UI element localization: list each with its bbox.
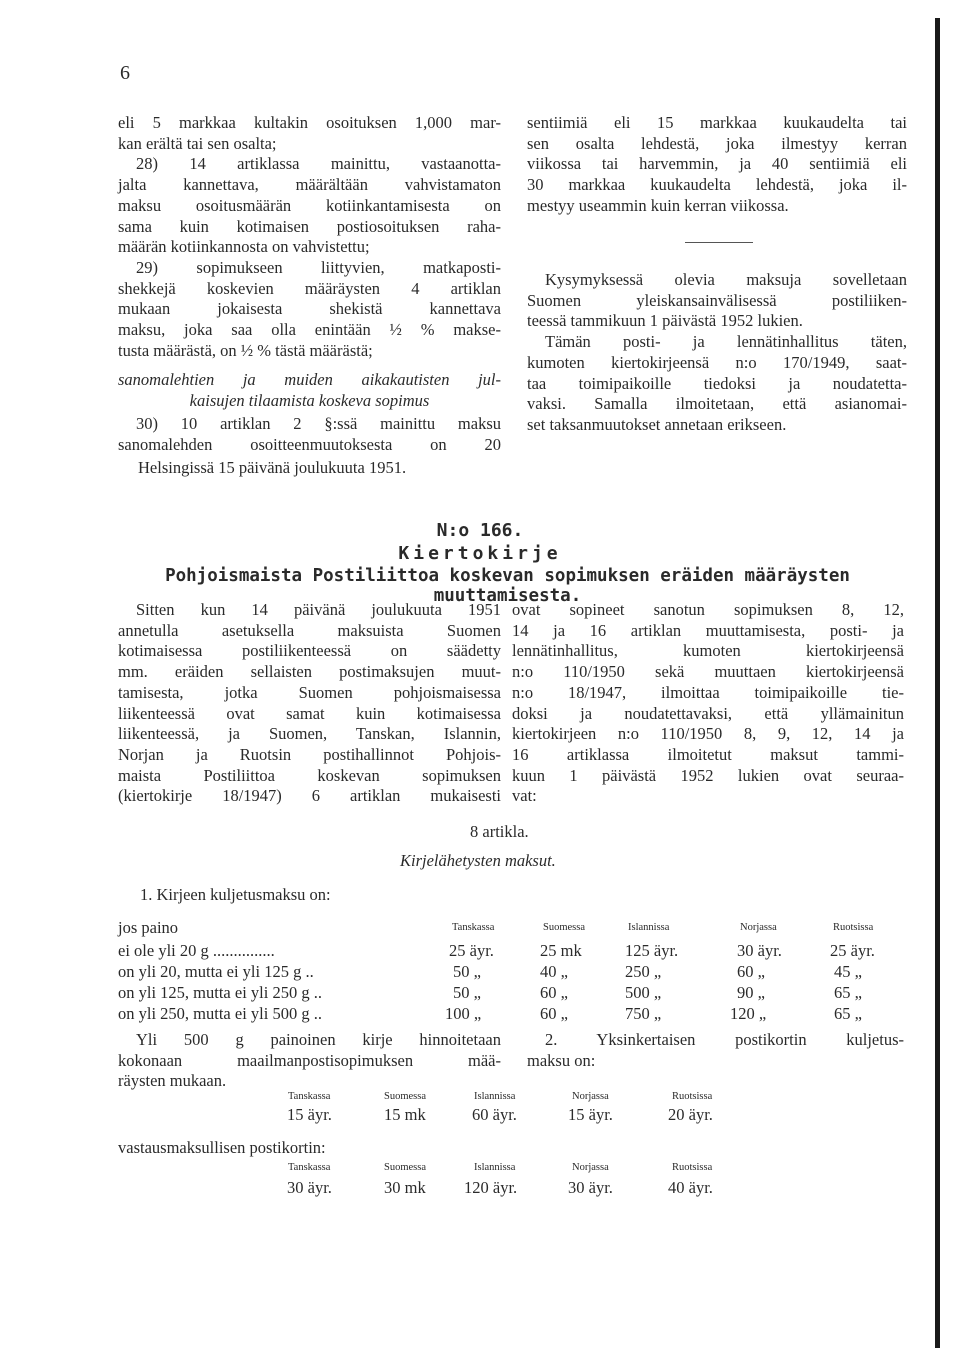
country-header: Norjassa bbox=[572, 1091, 609, 1102]
table-cell: 90 „ bbox=[737, 983, 765, 1002]
table-cell: 15 äyr. bbox=[287, 1105, 332, 1124]
text-line: (kiertokirje 18/1947) 6 artiklan mukaisesti bbox=[118, 786, 501, 806]
page-number: 6 bbox=[120, 62, 130, 84]
country-header: Suomessa bbox=[384, 1162, 426, 1173]
country-header: Norjassa bbox=[572, 1162, 609, 1173]
table-cell: 15 mk bbox=[384, 1105, 426, 1124]
article-number: 8 artikla. bbox=[470, 822, 529, 841]
text-line: Yli 500 g painoinen kirje hinnoitetaan bbox=[136, 1030, 501, 1049]
table-cell: 30 äyr. bbox=[568, 1178, 613, 1197]
text-line: mm. eräiden sellaisten postimaksujen muut- bbox=[118, 662, 501, 682]
country-header: Suomessa bbox=[543, 922, 585, 933]
text-line: 2. Yksinkertaisen postikortin kuljetus- bbox=[545, 1030, 904, 1049]
text-line: maksu osoitusmäärän kotiinkantamisesta on bbox=[118, 195, 501, 215]
section-divider bbox=[685, 242, 753, 243]
text-line: n:o 18/1947, ilmoittaa toimipaikoille tie- bbox=[512, 682, 904, 702]
top-right-column bbox=[527, 113, 907, 217]
country-header: Ruotsissa bbox=[672, 1162, 713, 1173]
text-line: ovat sopineet sanotun sopimuksen 8, 12, bbox=[512, 600, 904, 619]
text-line: Kysymyksessä olevia maksuja sovelletaan bbox=[545, 270, 907, 289]
text-line: set taksanmuutokset annetaan erikseen. bbox=[527, 414, 787, 434]
table-cell: 60 „ bbox=[737, 962, 765, 981]
text-line: sanomalehden osoitteenmuutoksesta on 20 bbox=[118, 434, 501, 454]
table-row-label: ei ole yli 20 g ............... bbox=[118, 941, 275, 960]
text-line: sentiimiä eli 15 markkaa kuukaudelta tai bbox=[527, 113, 907, 132]
text-line: jalta kannettava, määrältään vahvistamaton bbox=[118, 175, 501, 195]
text-line: tusta määrästä, on ½ % tästä määrästä; bbox=[118, 340, 373, 360]
table-cell: 25 äyr. bbox=[830, 941, 875, 960]
reply-postcard-label: vastausmaksullisen postikortin: bbox=[118, 1138, 326, 1157]
table-cell: 50 „ bbox=[453, 962, 481, 981]
text-line: 14 ja 16 artiklan muuttamisesta, posti- ja bbox=[512, 620, 904, 640]
text-line: vat: bbox=[512, 786, 537, 806]
table-cell: 50 „ bbox=[453, 983, 481, 1002]
article-title: Kirjelähetysten maksut. bbox=[400, 851, 556, 870]
table-cell: 60 „ bbox=[540, 1004, 568, 1023]
text-line: lennätinhallitus, kumoten kiertokirjeensä bbox=[512, 641, 904, 661]
country-header: Suomessa bbox=[384, 1091, 426, 1102]
country-header: Norjassa bbox=[740, 922, 777, 933]
postcard-label bbox=[527, 1030, 904, 1071]
text-line: maksu on: bbox=[527, 1050, 596, 1070]
mid-left-column bbox=[118, 600, 501, 807]
text-line: Sitten kun 14 päivänä joulukuuta 1951 bbox=[136, 600, 501, 619]
table-cell: 250 „ bbox=[625, 962, 662, 981]
text-line: sanomalehtien ja muiden aikakautisten jul- bbox=[118, 370, 501, 389]
text-line: sen osalta lehdestä, joka ilmestyy kerran bbox=[527, 133, 907, 153]
text-line: eli 5 markkaa kultakin osoituksen 1,000 mar- bbox=[118, 113, 501, 132]
page-edge-rule bbox=[935, 18, 940, 1348]
table-cell: 30 äyr. bbox=[737, 941, 782, 960]
text-line: kan erältä tai sen osalta; bbox=[118, 133, 277, 153]
text-line: kiertokirjeen n:o 110/1950 8, 9, 12, 14 ja bbox=[512, 724, 904, 744]
circular-number: N:o 166. bbox=[436, 520, 524, 541]
table-row-label: on yli 20, mutta ei yli 125 g .. bbox=[118, 962, 314, 981]
table-cell: 20 äyr. bbox=[668, 1105, 713, 1124]
text-line: kokonaan maailmanpostisopimuksen mää- bbox=[118, 1050, 501, 1070]
text-line: doksi ja noudatettavaksi, että yllämainitun bbox=[512, 703, 904, 723]
country-header: Ruotsissa bbox=[672, 1091, 713, 1102]
weight-header: jos paino bbox=[118, 918, 179, 937]
table-cell: 120 äyr. bbox=[464, 1178, 518, 1197]
table-cell: 40 äyr. bbox=[668, 1178, 713, 1197]
table-cell: 25 äyr. bbox=[449, 941, 494, 960]
text-line: Norjan ja Ruotsin postihallinnot Pohjois- bbox=[118, 744, 501, 764]
country-header: Tanskassa bbox=[288, 1091, 331, 1102]
table-cell: 750 „ bbox=[625, 1004, 662, 1023]
text-line: tamisesta, jotka Suomen pohjoismaisessa bbox=[118, 682, 501, 702]
country-header: Islannissa bbox=[474, 1091, 516, 1102]
text-line: 29) sopimukseen liittyvien, matkaposti- bbox=[136, 257, 501, 277]
section-1-label: 1. Kirjeen kuljetusmaksu on: bbox=[140, 885, 331, 904]
over-500g-note bbox=[118, 1030, 501, 1092]
circular-title: Pohjoismaista Postiliittoa koskevan sopimuksen eräiden määräysten muuttamisesta. bbox=[165, 566, 850, 606]
text-line: Tämän posti- ja lennätinhallitus täten, bbox=[545, 332, 907, 352]
text-line: Suomen yleiskansainvälisessä postiliiken- bbox=[527, 290, 907, 310]
text-line: mukaan jokaisesta shekistä kannettava bbox=[118, 299, 501, 319]
top-left-column bbox=[118, 113, 501, 361]
table-cell: 45 „ bbox=[834, 962, 862, 981]
text-line: maista Postiliittoa koskevan sopimuksen bbox=[118, 765, 501, 785]
text-line: 16 artiklassa ilmoitetut maksut tammi- bbox=[512, 744, 904, 764]
text-line: 28) 14 artiklassa mainittu, vastaanotta- bbox=[136, 154, 501, 174]
text-line: kuun 1 päivästä 1952 lukien ovat seuraa- bbox=[512, 765, 904, 785]
text-line: liikenteessä ovat samat kuin kotimaisessa bbox=[118, 703, 501, 723]
table-cell: 30 mk bbox=[384, 1178, 426, 1197]
country-header: Ruotsissa bbox=[833, 922, 874, 933]
table-cell: 120 „ bbox=[730, 1004, 767, 1023]
text-line: kumoten kiertokirjeensä n:o 170/1949, saat- bbox=[527, 352, 907, 372]
text-line: kotimaisessa postiliikenteessä on säädetty bbox=[118, 641, 501, 661]
text-line: shekkejä koskevien määräysten 4 artiklan bbox=[118, 278, 501, 298]
table-row-label: on yli 250, mutta ei yli 500 g .. bbox=[118, 1004, 322, 1023]
table-cell: 65 „ bbox=[834, 1004, 862, 1023]
text-line: 30) 10 artiklan 2 §:ssä mainittu maksu bbox=[136, 414, 501, 433]
table-cell: 65 „ bbox=[834, 983, 862, 1002]
table-cell: 25 mk bbox=[540, 941, 582, 960]
text-line: mestyy useammin kuin kerran viikossa. bbox=[527, 195, 789, 215]
text-line: teessä tammikuun 1 päivästä 1952 lukien. bbox=[527, 311, 803, 331]
text-line: 30 markkaa kuukaudelta lehdestä, joka il- bbox=[527, 175, 907, 195]
table-cell: 40 „ bbox=[540, 962, 568, 981]
text-line: vaksi. Samalla ilmoitetaan, että asianomai- bbox=[527, 394, 907, 414]
country-header: Tanskassa bbox=[452, 922, 495, 933]
country-header: Islannissa bbox=[474, 1162, 516, 1173]
text-line: kaisujen tilaamista koskeva sopimus bbox=[189, 390, 430, 410]
signature-date: Helsingissä 15 päivänä joulukuuta 1951. bbox=[138, 458, 407, 477]
text-line: sama kuin kotimaisen postiosoituksen raha- bbox=[118, 216, 501, 236]
table-cell: 60 äyr. bbox=[472, 1105, 517, 1124]
table-cell: 500 „ bbox=[625, 983, 662, 1002]
table-cell: 100 „ bbox=[445, 1004, 482, 1023]
text-line: annetulla asetuksella maksuista Suomen bbox=[118, 620, 501, 640]
table-cell: 125 äyr. bbox=[625, 941, 679, 960]
text-line: taa toimipaikoille tiedoksi ja noudatetta- bbox=[527, 373, 907, 393]
country-header: Islannissa bbox=[628, 922, 670, 933]
top-right-column-2 bbox=[527, 270, 907, 436]
table-cell: 15 äyr. bbox=[568, 1105, 613, 1124]
country-header: Tanskassa bbox=[288, 1162, 331, 1173]
document-type: Kiertokirje bbox=[398, 543, 562, 564]
text-line: liikenteessä, ja Suomen, Tanskan, Islannin, bbox=[118, 724, 501, 744]
table-row-label: on yli 125, mutta ei yli 250 g .. bbox=[118, 983, 322, 1002]
text-line: määrän kotiinkannosta on vahvistettu; bbox=[118, 237, 370, 257]
subsection-heading bbox=[118, 370, 501, 411]
top-left-end bbox=[118, 414, 501, 455]
table-cell: 60 „ bbox=[540, 983, 568, 1002]
text-line: viikossa tai harvemmin, ja 40 sentiimiä eli bbox=[527, 154, 907, 174]
mid-right-column bbox=[512, 600, 904, 807]
text-line: räysten mukaan. bbox=[118, 1071, 227, 1091]
text-line: n:o 110/1950 sekä muuttaen kiertokirjeensä bbox=[512, 662, 904, 682]
table-cell: 30 äyr. bbox=[287, 1178, 332, 1197]
text-line: maksu, joka saa olla enintään ½ % makse- bbox=[118, 320, 501, 340]
